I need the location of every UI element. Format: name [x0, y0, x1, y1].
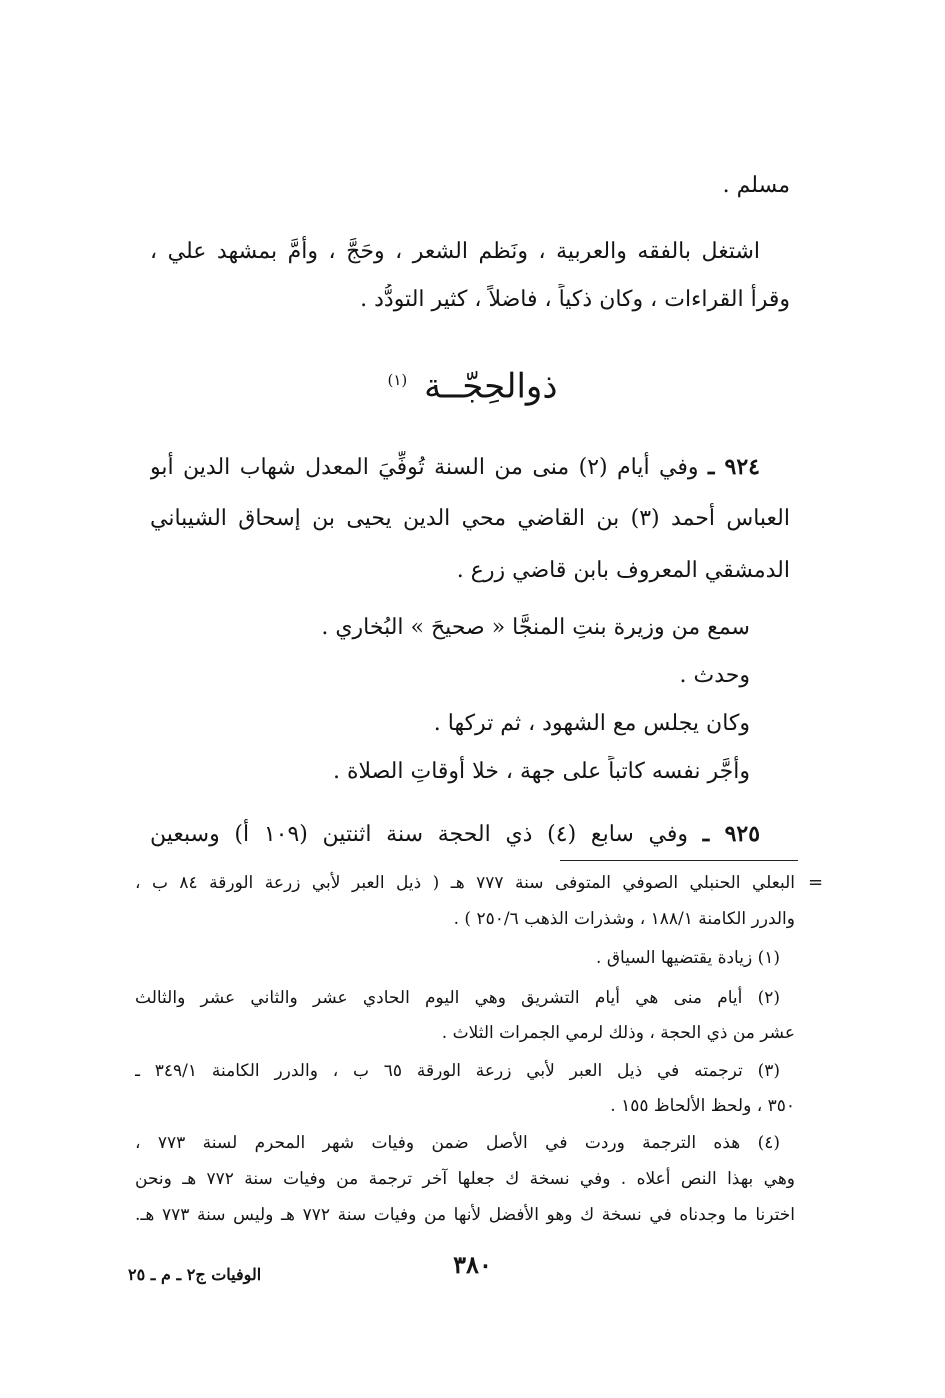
- footnote-divider: [560, 860, 798, 861]
- page-number: ٣٨٠: [453, 1250, 492, 1279]
- entry-924-number: ٩٢٤ ـ: [707, 454, 760, 480]
- entry-924-line-5: وحدث .: [679, 663, 750, 688]
- entry-924-line-6: وكان يجلس مع الشهود ، ثم تركها .: [433, 711, 750, 736]
- footnote-cont-line-2: والدرر الكامنة ١٨٨/١ ، وشذرات الذهب ٢٥٠/٦ ) .: [453, 909, 795, 929]
- entry-924-line-1: [150, 451, 760, 484]
- footnote-4-line-1: (٤) هذه الترجمة وردت في الأصل ضمن وفيات شهر المحرم لسنة ٧٧٣ ،: [135, 1133, 780, 1153]
- entry-924-line-7: وأجَّر نفسه كاتباً على جهة ، خلا أوقاتِ الصلاة .: [332, 759, 750, 784]
- heading-title: ذوالحِجّــة: [424, 366, 558, 407]
- footnote-1: (١) زيادة يقتضيها السياق .: [596, 948, 780, 968]
- body-line-2: اشتغل بالفقه والعربية ، ونَظم الشعر ، وحَجَّ ، وأمَّ بمشهد علي ،: [150, 239, 760, 264]
- footnote-3-line-2: ٣٥٠ ، ولحظ الألحاظ ١٥٥ .: [610, 1096, 795, 1116]
- footnote-4-line-2: وهي بهذا النص أعلاه . وفي نسخة ك جعلها آخر ترجمة من وفيات سنة ٧٧٢ هـ ونحن: [135, 1169, 795, 1189]
- entry-924-line-1-text: وفي أيام (٢) منى من السنة تُوفِّيَ المعدل شهاب الدين أبو: [150, 455, 699, 480]
- heading-note-ref: (١): [387, 371, 408, 389]
- footnote-2-line-1: (٢) أيام منى هي أيام التشريق وهي اليوم الحادي عشر والثاني عشر والثالث: [135, 988, 780, 1008]
- entry-925-line-1-text: وفي سابع (٤) ذي الحجة سنة اثنتين (١٠٩ أ) وسبعين: [150, 822, 689, 847]
- footnote-4-line-3: اخترنا ما وجدناه في نسخة ك وهو الأفضل لأنها من وفيات سنة ٧٧٢ هـ وليس سنة ٧٧٣ هـ.: [135, 1205, 795, 1225]
- section-heading: [0, 356, 945, 410]
- entry-925-line-1: [150, 818, 760, 851]
- body-line-1: مسلم .: [722, 173, 790, 198]
- entry-924-line-3: الدمشقي المعروف بابن قاضي زرع .: [456, 558, 790, 583]
- footnote-2-line-2: عشر من ذي الحجة ، وذلك لرمي الجمرات الثلاث .: [441, 1023, 795, 1043]
- printer-signature: الوفيات ج٢ ـ م ـ ٢٥: [128, 1265, 262, 1284]
- footnote-3-line-1: (٣) ترجمته في ذيل العبر لأبي زرعة الورقة ٦٥ ب ، والدرر الكامنة ٣٤٩/١ ـ: [135, 1061, 780, 1081]
- entry-924-line-2: العباس أحمد (٣) بن القاضي محي الدين يحيى بن إسحاق الشيباني: [150, 506, 790, 531]
- entry-924-line-4: سمع من وزيرة بنتِ المنجَّا « صحيحَ » البُخاري .: [321, 615, 750, 640]
- entry-925-number: ٩٢٥ ـ: [702, 821, 760, 847]
- body-line-3: وقرأ القراءات ، وكان ذكياً ، فاضلاً ، كثير التودُّد .: [360, 287, 790, 312]
- footnote-cont-line-1: البعلي الحنبلي الصوفي المتوفى سنة ٧٧٧ هـ ( ذيل العبر لأبي زرعة الورقة ٨٤ ب ،: [135, 873, 795, 893]
- footnote-continuation-mark: =: [808, 872, 824, 893]
